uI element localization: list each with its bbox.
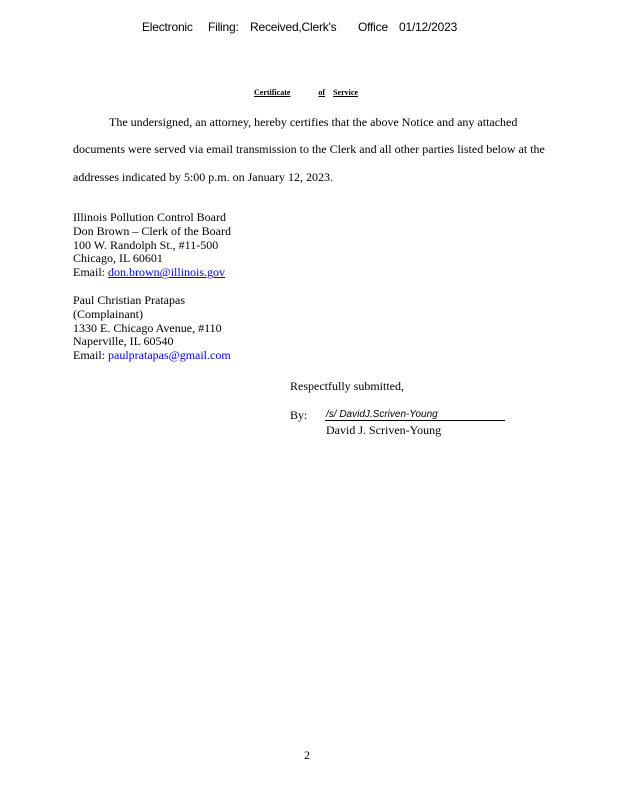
stamp-office: Office	[358, 20, 388, 34]
stamp-date: 01/12/2023	[399, 20, 458, 34]
recipient-2-line: (Complainant)	[73, 306, 143, 321]
closing-text: Respectfully submitted,	[290, 379, 404, 393]
recipient-2-email-link[interactable]: paulpratapas@gmail.com	[108, 348, 231, 363]
title-word-certificate: Certificate	[254, 88, 291, 97]
email-label: Email:	[73, 265, 108, 280]
recipient-2-line: Paul Christian Pratapas	[73, 293, 185, 307]
by-label: By:	[290, 408, 308, 422]
recipient-1-email-link[interactable]: don.brown@illinois.gov	[108, 265, 226, 280]
recipient-1-line: Illinois Pollution Control Board	[73, 210, 227, 224]
recipient-1-line: Don Brown – Clerk of the Board	[73, 223, 231, 238]
certificate-title	[254, 88, 362, 97]
recipient-1-line: 100 W. Randolph St., #11-500	[73, 237, 219, 252]
stamp-filing: Filing:	[208, 20, 239, 34]
email-label: Email:	[73, 348, 108, 363]
signature-line	[325, 420, 505, 421]
recipient-2-line: 1330 E. Chicago Avenue, #110	[73, 320, 222, 335]
body-line-2: documents were served via email transmission to the Clerk and all other parties listed below at the	[73, 142, 545, 156]
page-number: 2	[304, 748, 310, 762]
body-line-3: addresses indicated by 5:00 p.m. on January 12, 2023.	[73, 170, 333, 184]
signer-name: David J. Scriven-Young	[326, 423, 442, 437]
body-line-1: The undersigned, an attorney, hereby certifies that the above Notice and any attached	[109, 115, 518, 129]
stamp-electronic: Electronic	[142, 20, 193, 34]
recipient-2-email-row	[73, 349, 231, 363]
title-word-of: of	[318, 88, 326, 97]
recipient-1-line: Chicago, IL 60601	[73, 251, 163, 266]
recipient-block-1	[73, 211, 231, 280]
stamp-received: Received,Clerk's	[250, 20, 337, 34]
recipient-2-line: Naperville, IL 60540	[73, 334, 174, 349]
recipient-block-2	[73, 294, 231, 363]
e-signature: /s/ DavidJ.Scriven-Young	[326, 409, 438, 420]
recipient-1-email-row	[73, 266, 231, 280]
title-word-service: Service	[333, 88, 358, 97]
